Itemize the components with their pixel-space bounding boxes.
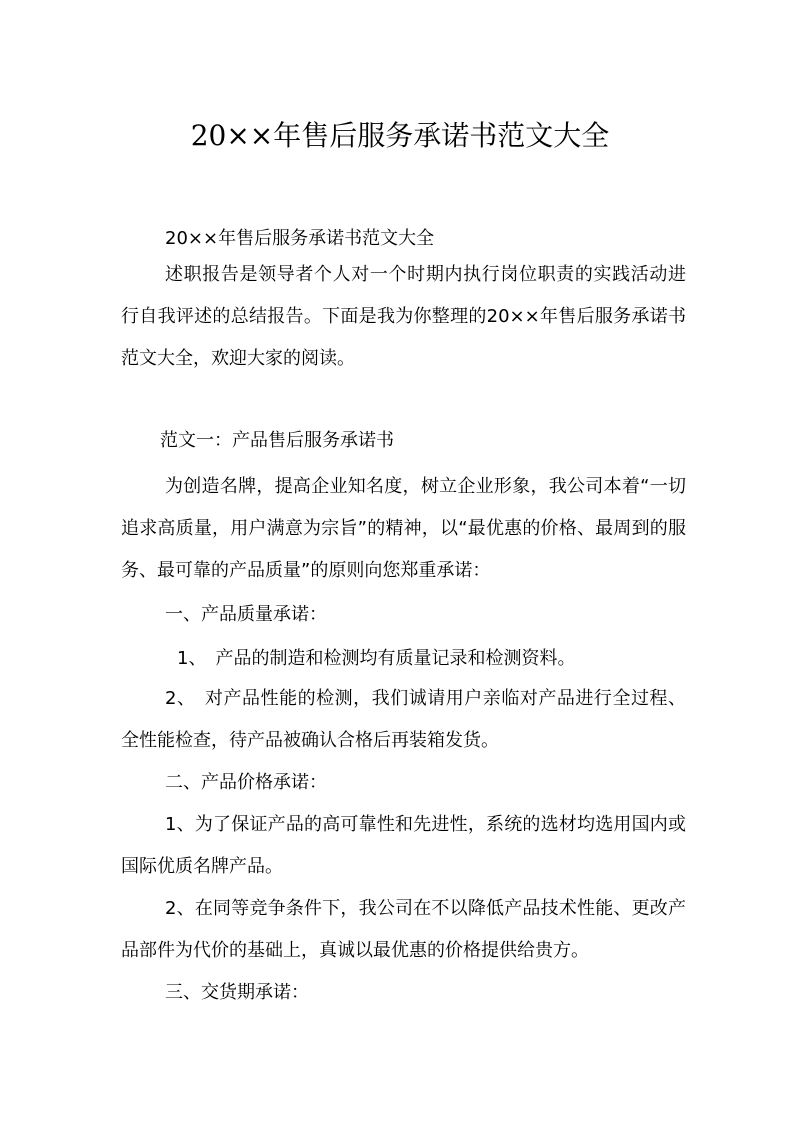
document-title: 20××年售后服务承诺书范文大全	[190, 119, 610, 152]
list-item-price-2: 2、在同等竞争条件下，我公司在不以降低产品技术性能、更改产品部件为代价的基础上，真诚以最优惠的价格提供给贵方。	[121, 898, 686, 961]
list-heading-quality: 一、产品质量承诺：	[165, 604, 327, 625]
list-item-quality-2: 2、 对产品性能的检测，我们诚请用户亲临对产品进行全过程、全性能检查，待产品被确认合格后再装箱发货。	[121, 688, 686, 751]
intro-paragraph: 述职报告是领导者个人对一个时期内执行岗位职责的实践活动进行自我评述的总结报告。下面是我为你整理的20××年售后服务承诺书范文大全，欢迎大家的阅读。	[121, 264, 686, 369]
list-item-price-1: 1、为了保证产品的高可靠性和先进性，系统的选材均选用国内或国际优质名牌产品。	[121, 814, 686, 877]
list-heading-delivery: 三、交货期承诺：	[165, 982, 309, 1003]
body-paragraph: 为创造名牌，提高企业知名度，树立企业形象，我公司本着“一切追求高质量，用户满意为宗旨”的精神，以“最优惠的价格、最周到的服务、最可靠的产品质量”的原则向您郑重承诺：	[121, 476, 686, 581]
list-item-quality-1: 1、 产品的制造和检测均有质量记录和检测资料。	[177, 648, 576, 669]
section-heading-1: 范文一：产品售后服务承诺书	[160, 430, 394, 451]
list-heading-price: 二、产品价格承诺：	[165, 772, 327, 793]
document-subtitle: 20××年售后服务承诺书范文大全	[165, 228, 435, 249]
